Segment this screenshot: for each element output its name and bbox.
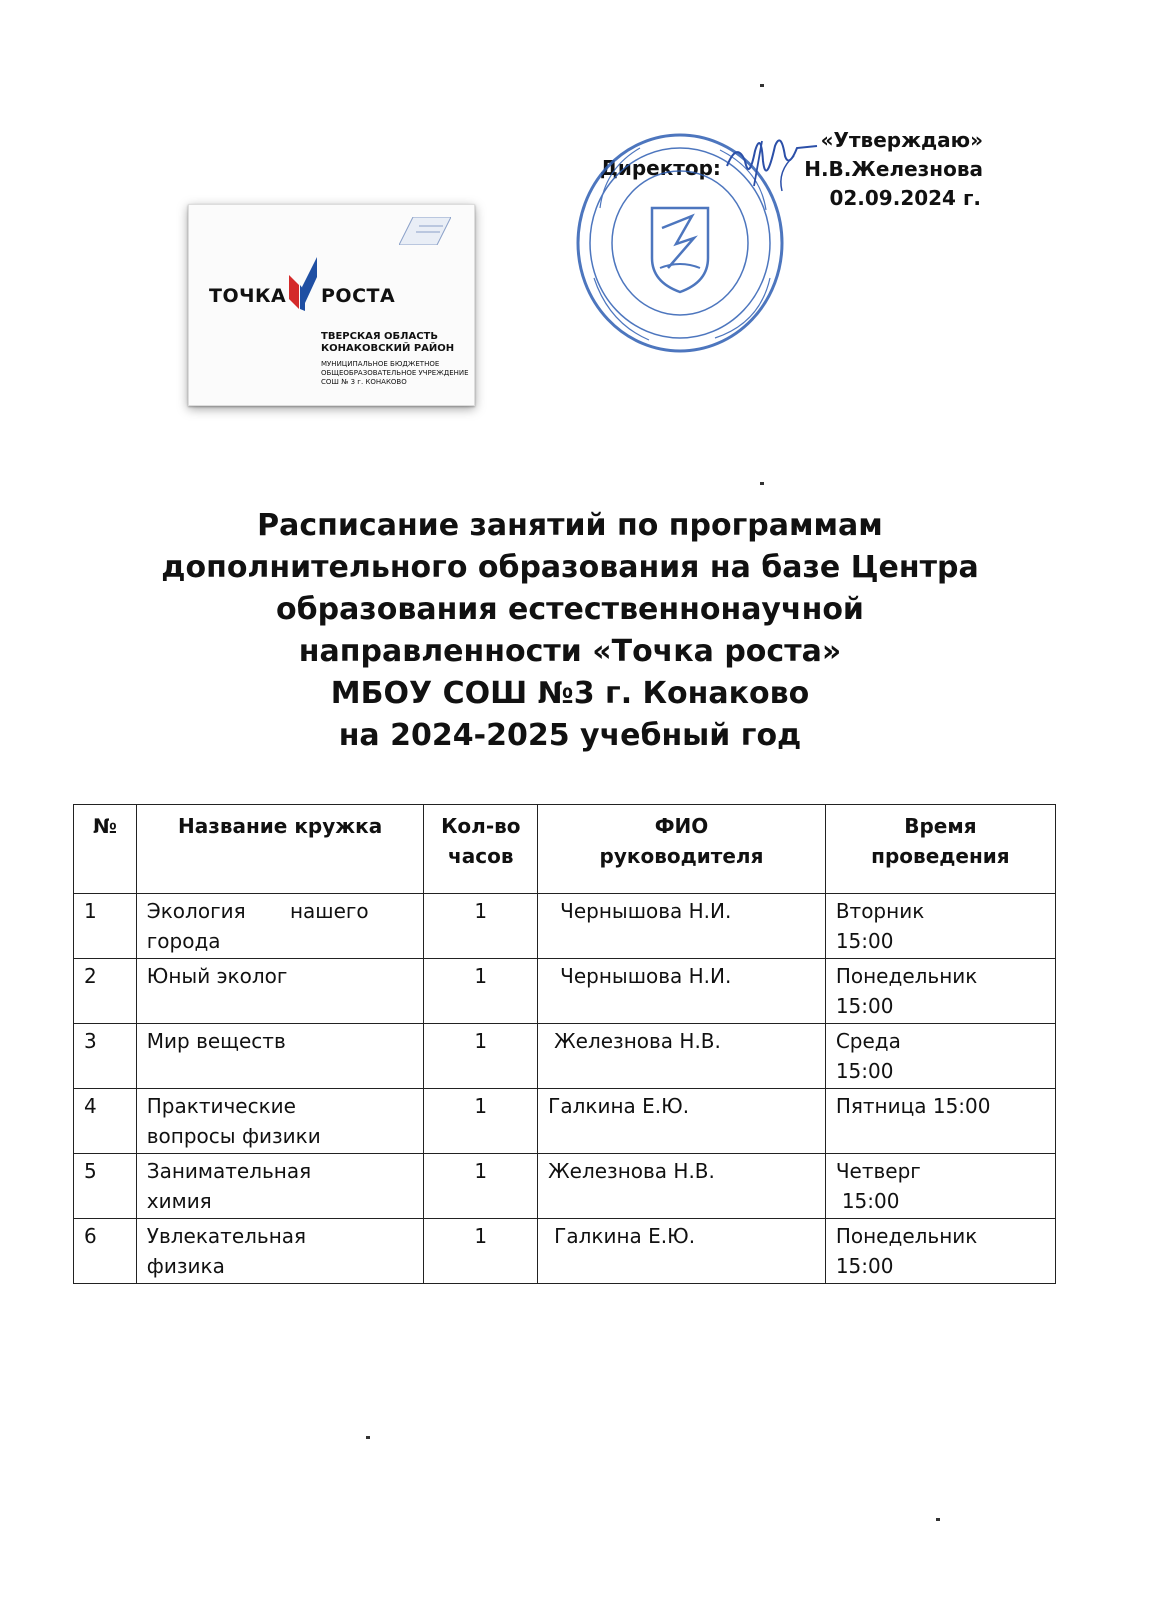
title-line-6: на 2024-2025 учебный год — [338, 718, 802, 753]
logo-region: ТВЕРСКАЯ ОБЛАСТЬ — [321, 331, 438, 342]
cell-time-line1: Пятница 15:00 — [835, 1094, 991, 1118]
header-time — [825, 805, 1055, 894]
header-hours-line2: часов — [448, 844, 514, 868]
sprout-logo-icon — [285, 255, 319, 311]
logo-word-left: ТОЧКА — [209, 285, 287, 307]
cell-leader: Железнова Н.В. — [538, 1154, 826, 1219]
cell-time — [825, 1219, 1055, 1284]
scan-speck — [936, 1518, 940, 1521]
schedule-table — [73, 804, 1056, 1284]
cell-hours: 1 — [424, 959, 538, 1024]
logo-institution-line1: МУНИЦИПАЛЬНОЕ БЮДЖЕТНОЕ — [321, 360, 440, 368]
scan-speck — [760, 84, 764, 87]
cell-name-line1: Мир веществ — [146, 1029, 286, 1053]
cell-num: 2 — [74, 959, 137, 1024]
cell-time-line2: 15:00 — [835, 1254, 894, 1278]
scan-speck — [366, 1436, 370, 1439]
cell-name-line2: города — [146, 929, 221, 953]
cell-time — [825, 1089, 1055, 1154]
cell-time-line2: 15:00 — [835, 929, 894, 953]
cell-time-line2: 15:00 — [841, 1189, 900, 1213]
cell-time — [825, 1154, 1055, 1219]
cell-time — [825, 959, 1055, 1024]
cell-leader: Чернышова Н.И. — [538, 959, 826, 1024]
logo-subtitle — [321, 331, 469, 387]
cell-name — [136, 1154, 424, 1219]
cell-hours: 1 — [424, 894, 538, 959]
cell-name — [136, 1219, 424, 1284]
title-line-2: дополнительного образования на базе Центра — [161, 550, 979, 585]
cell-time-line2: 15:00 — [835, 1059, 894, 1083]
logo-district: КОНАКОВСКИЙ РАЙОН — [321, 343, 455, 354]
cell-hours: 1 — [424, 1219, 538, 1284]
cell-name-line2: химия — [146, 1189, 212, 1213]
cell-time-line1: Понедельник — [835, 1224, 978, 1248]
table-row — [74, 1154, 1056, 1219]
table-row — [74, 1024, 1056, 1089]
cell-name-line1: Занимательная — [146, 1159, 312, 1183]
cell-name — [136, 959, 424, 1024]
cell-time-line1: Среда — [835, 1029, 901, 1053]
logo-institution-line2: ОБЩЕОБРАЗОВАТЕЛЬНОЕ УЧРЕЖДЕНИЕ — [321, 369, 469, 377]
header-leader-line1: ФИО — [654, 814, 709, 838]
header-name: Название кружка — [136, 805, 424, 894]
cell-name — [136, 1089, 424, 1154]
logo-badge-icon — [399, 217, 451, 245]
approval-date: 02.09.2024 г. — [829, 186, 981, 210]
cell-name-line1: Практические — [146, 1094, 296, 1118]
logo-institution-line3: СОШ № 3 г. КОНАКОВО — [321, 378, 407, 386]
cell-time — [825, 894, 1055, 959]
cell-num: 5 — [74, 1154, 137, 1219]
director-label: Директор: — [600, 156, 721, 180]
table-header-row — [74, 805, 1056, 894]
cell-hours: 1 — [424, 1154, 538, 1219]
cell-num: 3 — [74, 1024, 137, 1089]
cell-time-line1: Вторник — [835, 899, 925, 923]
header-hours — [424, 805, 538, 894]
logo-word-right: РОСТА — [321, 285, 396, 307]
scan-speck — [760, 482, 764, 485]
header-time-line2: проведения — [871, 844, 1010, 868]
header-hours-line1: Кол-во — [441, 814, 521, 838]
table-row — [74, 894, 1056, 959]
header-time-line1: Время — [904, 814, 977, 838]
cell-leader: Галкина Е.Ю. — [538, 1219, 826, 1284]
header-num: № — [74, 805, 137, 894]
cell-name-line2: вопросы физики — [146, 1124, 321, 1148]
table-row — [74, 959, 1056, 1024]
header-leader — [538, 805, 826, 894]
director-name: Н.В.Железнова — [804, 157, 983, 181]
cell-num: 6 — [74, 1219, 137, 1284]
approval-heading: «Утверждаю» — [820, 128, 983, 152]
cell-name-line1: Юный эколог — [146, 964, 288, 988]
table-row — [74, 1219, 1056, 1284]
title-line-3: образования естественнонаучной — [276, 592, 864, 627]
cell-leader: Чернышова Н.И. — [538, 894, 826, 959]
cell-num: 1 — [74, 894, 137, 959]
table-row — [74, 1089, 1056, 1154]
director-signature — [722, 136, 822, 196]
cell-name-line1: Экология нашего — [146, 899, 369, 923]
cell-leader: Галкина Е.Ю. — [538, 1089, 826, 1154]
cell-name — [136, 1024, 424, 1089]
cell-name — [136, 894, 424, 959]
cell-hours: 1 — [424, 1024, 538, 1089]
cell-leader: Железнова Н.В. — [538, 1024, 826, 1089]
cell-time — [825, 1024, 1055, 1089]
cell-time-line2: 15:00 — [835, 994, 894, 1018]
title-line-5: МБОУ СОШ №3 г. Конаково — [330, 676, 810, 711]
cell-time-line1: Понедельник — [835, 964, 978, 988]
title-line-1: Расписание занятий по программам — [257, 508, 883, 543]
document-title — [150, 505, 990, 757]
tochka-rosta-logo-card — [188, 204, 475, 406]
cell-num: 4 — [74, 1089, 137, 1154]
cell-name-line1: Увлекательная — [146, 1224, 307, 1248]
title-line-4: направленности «Точка роста» — [298, 634, 842, 669]
cell-time-line1: Четверг — [835, 1159, 921, 1183]
cell-name-line2: физика — [146, 1254, 225, 1278]
cell-hours: 1 — [424, 1089, 538, 1154]
header-leader-line2: руководителя — [599, 844, 764, 868]
